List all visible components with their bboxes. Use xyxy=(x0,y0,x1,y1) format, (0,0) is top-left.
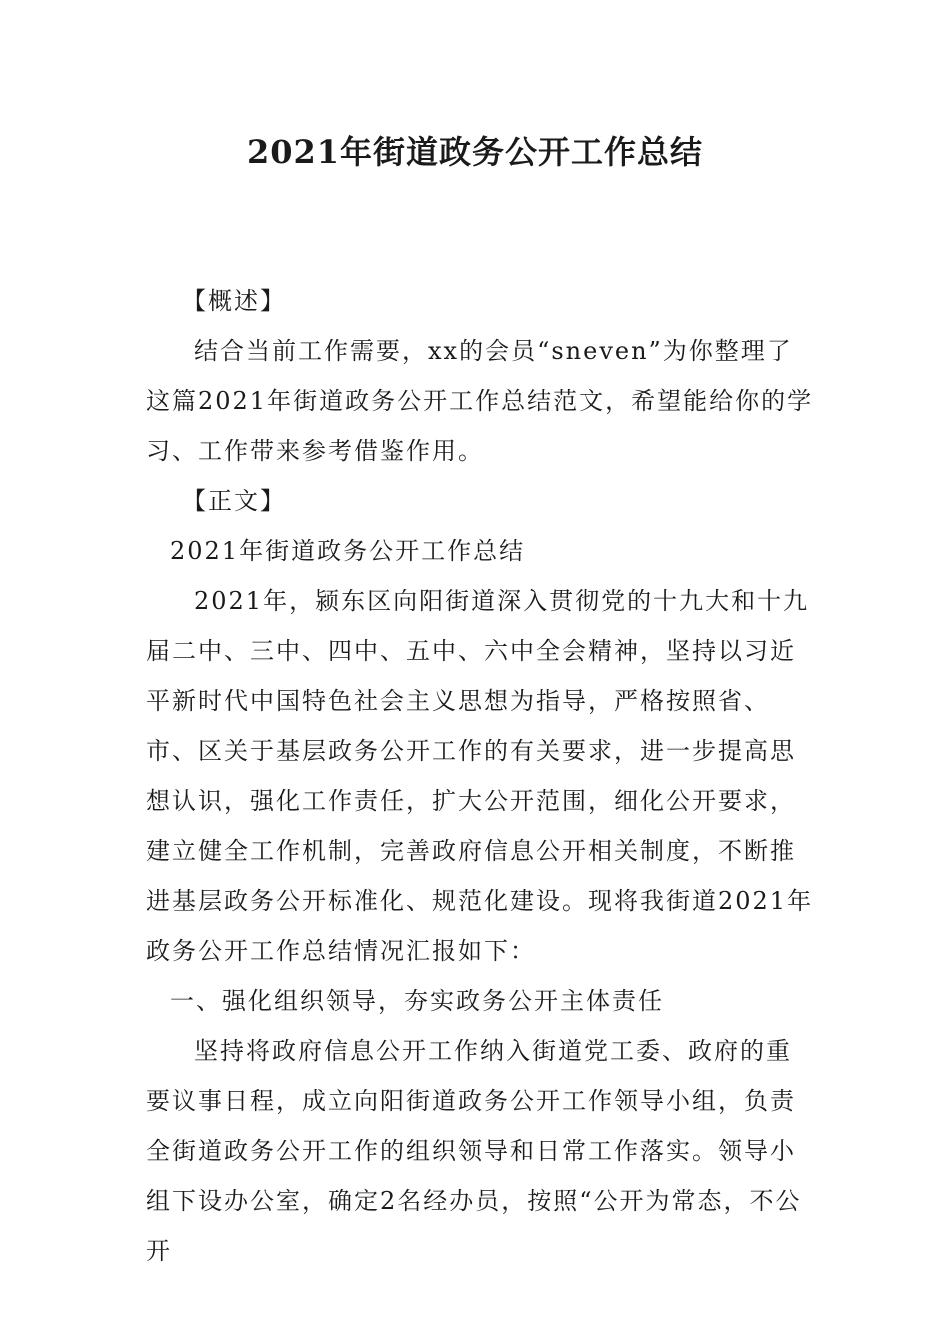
paragraph-1: 2021年，颍东区向阳街道深入贯彻党的十九大和十九届二中、三中、四中、五中、六中全会精神，坚持以习近平新时代中国特色社会主义思想为指导，严格按照省、市、区关于基层政务公开工作的有关要求，进一步提高思想认识，强化工作责任，扩大公开范围，细化公开要求，建立健全工作机制，完善政府信息公开相关制度，不断推进基层政务公开标准化、规范化建设。现将我街道2021年政务公开工作总结情况汇报如下： xyxy=(146,587,814,965)
document-title: 2021年街道政务公开工作总结 xyxy=(246,133,704,171)
section-1-heading: 一、强化组织领导，夯实政务公开主体责任 xyxy=(170,987,664,1015)
overview-label: 【概述】 xyxy=(182,287,286,315)
body-label: 【正文】 xyxy=(182,487,286,515)
document-body xyxy=(146,276,816,1276)
paragraph-2: 坚持将政府信息公开工作纳入街道党工委、政府的重要议事日程，成立向阳街道政务公开工作领导小组，负责全街道政务公开工作的组织领导和日常工作落实。领导小组下设办公室，确定2名经办员，按照“公开为常态，不公开 xyxy=(146,1037,802,1265)
body-title: 2021年街道政务公开工作总结 xyxy=(170,537,526,565)
overview-paragraph: 结合当前工作需要，xx的会员“sneven”为你整理了这篇2021年街道政务公开工作总结范文，希望能给你的学习、工作带来参考借鉴作用。 xyxy=(146,337,814,465)
